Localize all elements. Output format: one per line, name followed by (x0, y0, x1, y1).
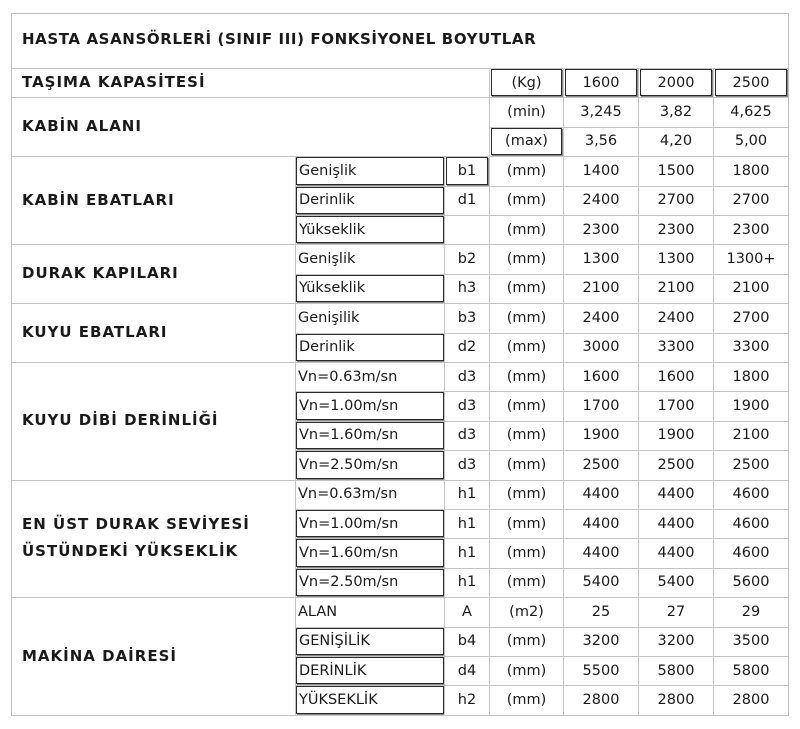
row-name: Vn=0.63m/sn (298, 368, 398, 385)
row-value: 2100 (732, 427, 770, 444)
column-divider (563, 68, 564, 715)
cabin-area-unit: (min) (507, 104, 546, 121)
capacity-value: 2500 (715, 69, 787, 96)
row-name: Genişilik (298, 309, 360, 326)
capacity-value: 1600 (565, 69, 637, 96)
row-unit: (mm) (506, 662, 547, 679)
row-name: Vn=2.50m/sn (296, 569, 444, 596)
row-name: Vn=2.50m/sn (296, 451, 444, 478)
row-value: 2100 (657, 280, 695, 297)
cabin-area-value: 3,82 (659, 104, 693, 121)
row-unit: (mm) (506, 633, 547, 650)
cabin-area-label: KABİN ALANI (22, 117, 142, 136)
row-unit: (mm) (506, 486, 547, 503)
row-value: 2700 (732, 309, 770, 326)
row-name: Derinlik (296, 187, 444, 214)
row-name: Yükseklik (296, 216, 444, 243)
row-symbol: b3 (457, 309, 477, 326)
cabin-area-value: 5,00 (734, 133, 768, 150)
row-value: 5400 (582, 574, 620, 591)
row-symbol: h1 (457, 574, 477, 591)
row-value: 4400 (657, 486, 695, 503)
row-value: 3200 (657, 633, 695, 650)
row-symbol: h2 (457, 692, 477, 709)
row-unit: (mm) (506, 456, 547, 473)
row-value: 4400 (582, 545, 620, 562)
row-value: 2100 (732, 280, 770, 297)
row-name: ALAN (298, 603, 338, 620)
row-name: Vn=1.00m/sn (296, 510, 444, 537)
cabin-area-unit: (max) (491, 128, 562, 155)
section-label: EN ÜST DURAK SEVİYESİ (22, 515, 250, 534)
capacity-unit: (Kg) (491, 69, 562, 96)
section-label: MAKİNA DAİRESİ (22, 646, 177, 665)
row-unit: (mm) (506, 574, 547, 591)
row-value: 1300+ (726, 251, 776, 268)
section-label: KUYU DİBİ DERİNLİĞİ (22, 411, 219, 430)
row-unit: (mm) (506, 162, 547, 179)
row-value: 1800 (732, 162, 770, 179)
row-divider (12, 715, 788, 716)
row-value: 2300 (732, 221, 770, 238)
section-label-line2: ÜSTÜNDEKİ YÜKSEKLİK (22, 542, 239, 561)
section-label: KUYU EBATLARI (22, 323, 168, 342)
row-value: 5600 (732, 574, 770, 591)
row-symbol: d1 (457, 192, 477, 209)
row-symbol: d3 (457, 398, 477, 415)
row-value: 5800 (657, 662, 695, 679)
row-unit: (mm) (506, 398, 547, 415)
row-value: 2800 (657, 692, 695, 709)
row-unit: (mm) (506, 427, 547, 444)
row-name: Vn=0.63m/sn (298, 486, 398, 503)
row-name: Vn=1.00m/sn (296, 392, 444, 419)
row-value: 4600 (732, 486, 770, 503)
row-value: 1600 (657, 368, 695, 385)
column-divider (444, 156, 445, 715)
capacity-value: 2000 (640, 69, 712, 96)
row-symbol: b2 (457, 251, 477, 268)
row-value: 2300 (657, 221, 695, 238)
row-value: 3300 (657, 339, 695, 356)
row-value: 1900 (657, 427, 695, 444)
row-value: 2400 (582, 309, 620, 326)
row-name: Yükseklik (296, 275, 444, 302)
row-unit: (mm) (506, 545, 547, 562)
column-divider (638, 68, 639, 715)
row-symbol: h1 (457, 545, 477, 562)
row-symbol: b1 (446, 157, 488, 184)
row-value: 3000 (582, 339, 620, 356)
row-value: 4400 (657, 545, 695, 562)
row-value: 4600 (732, 545, 770, 562)
row-value: 2500 (657, 456, 695, 473)
column-divider (489, 68, 490, 715)
row-value: 1900 (732, 398, 770, 415)
row-value: 5400 (657, 574, 695, 591)
row-value: 2500 (582, 456, 620, 473)
row-symbol: h1 (457, 486, 477, 503)
cabin-area-value: 3,245 (580, 104, 622, 121)
row-symbol: d2 (457, 339, 477, 356)
column-divider (713, 68, 714, 715)
section-label: DURAK KAPILARI (22, 264, 179, 283)
row-unit: (mm) (506, 339, 547, 356)
row-value: 2300 (582, 221, 620, 238)
row-value: 1900 (582, 427, 620, 444)
row-value: 2800 (582, 692, 620, 709)
row-value: 2500 (732, 456, 770, 473)
row-value: 1700 (582, 398, 620, 415)
row-value: 1300 (657, 251, 695, 268)
row-symbol: d3 (457, 456, 477, 473)
row-value: 4600 (732, 515, 770, 532)
row-unit: (mm) (506, 309, 547, 326)
cabin-area-value: 4,20 (659, 133, 693, 150)
page-title: HASTA ASANSÖRLERİ (SINIF III) FONKSİYONEL BOYUTLAR (22, 30, 537, 48)
row-value: 4400 (657, 515, 695, 532)
row-value: 1400 (582, 162, 620, 179)
section-label: KABİN EBATLARI (22, 190, 175, 209)
row-name: Derinlik (296, 334, 444, 361)
cabin-area-value: 3,56 (584, 133, 618, 150)
row-name: Vn=1.60m/sn (296, 539, 444, 566)
row-symbol: d4 (457, 662, 477, 679)
row-value: 2800 (732, 692, 770, 709)
row-value: 4400 (582, 486, 620, 503)
row-value: 1800 (732, 368, 770, 385)
row-value: 2400 (582, 192, 620, 209)
capacity-label: TAŞIMA KAPASİTESİ (22, 73, 206, 92)
row-value: 3300 (732, 339, 770, 356)
row-name: GENİŞİLİK (296, 628, 444, 655)
row-name: Genişlik (296, 157, 444, 184)
row-symbol: b4 (457, 633, 477, 650)
row-value: 1300 (582, 251, 620, 268)
row-value: 1500 (657, 162, 695, 179)
row-unit: (mm) (506, 280, 547, 297)
row-unit: (mm) (506, 368, 547, 385)
row-name: Vn=1.60m/sn (296, 422, 444, 449)
row-symbol: h1 (457, 515, 477, 532)
row-name: YÜKSEKLİK (296, 686, 444, 713)
row-unit: (mm) (506, 251, 547, 268)
row-symbol: A (462, 603, 472, 620)
row-value: 1700 (657, 398, 695, 415)
row-value: 2400 (657, 309, 695, 326)
column-divider (295, 156, 296, 715)
row-unit: (mm) (506, 692, 547, 709)
row-value: 5500 (582, 662, 620, 679)
row-symbol (446, 216, 488, 243)
row-name: Genişlik (298, 251, 356, 268)
cabin-area-value: 4,625 (730, 104, 772, 121)
row-value: 2100 (582, 280, 620, 297)
row-value: 25 (591, 603, 611, 620)
row-unit: (mm) (506, 221, 547, 238)
row-unit: (mm) (506, 192, 547, 209)
row-symbol: d3 (457, 368, 477, 385)
row-value: 27 (666, 603, 686, 620)
row-symbol: h3 (457, 280, 477, 297)
row-value: 4400 (582, 515, 620, 532)
row-value: 5800 (732, 662, 770, 679)
row-value: 2700 (657, 192, 695, 209)
row-value: 2700 (732, 192, 770, 209)
row-unit: (m2) (509, 603, 544, 620)
row-value: 3200 (582, 633, 620, 650)
row-value: 1600 (582, 368, 620, 385)
row-unit: (mm) (506, 515, 547, 532)
row-value: 3500 (732, 633, 770, 650)
row-name: DERİNLİK (296, 657, 444, 684)
row-symbol: d3 (457, 427, 477, 444)
row-value: 29 (741, 603, 761, 620)
